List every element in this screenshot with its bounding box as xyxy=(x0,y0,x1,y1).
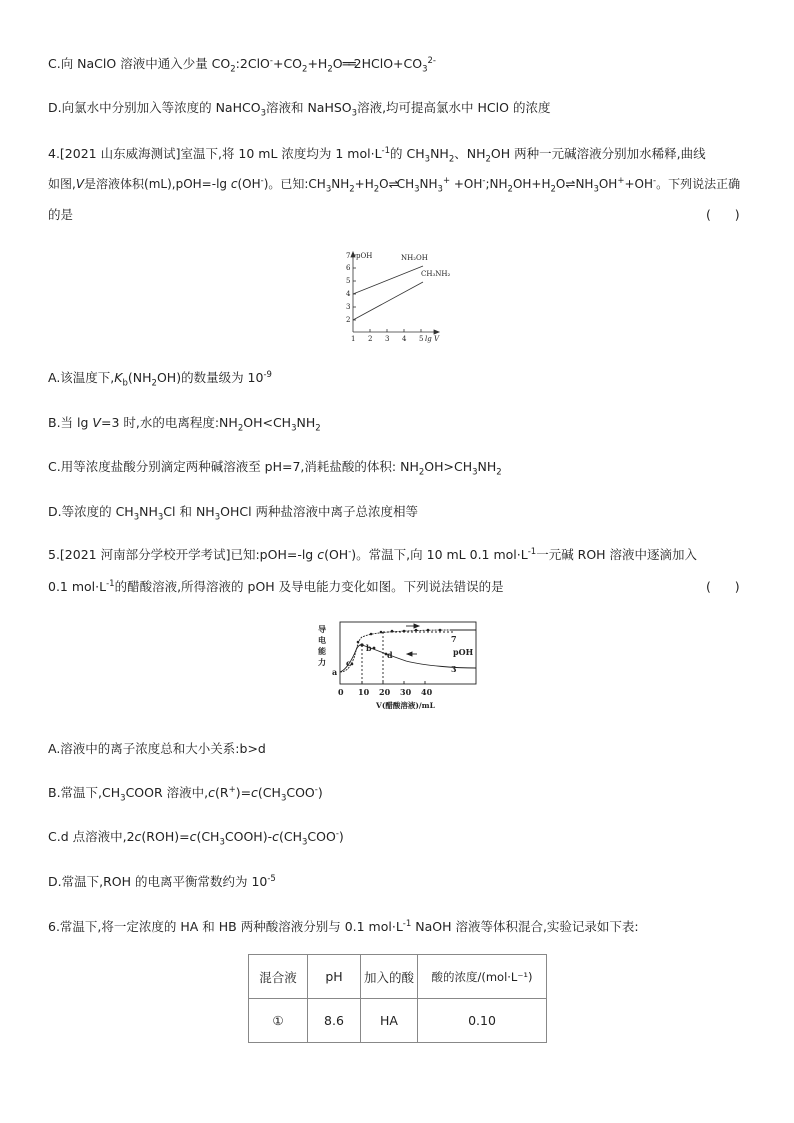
fig2-point-b: b xyxy=(366,643,372,653)
table-cell: 0.10 xyxy=(418,999,547,1043)
q5-figure xyxy=(316,618,486,714)
fig1-y-label: pOH xyxy=(356,252,373,260)
q5-option-c: C.d 点溶液中$,2c(ROH)=c(CH_3COOH)-c(CH_3COO^-)$ xyxy=(48,828,344,848)
table-header-cell: 加入的酸 xyxy=(361,955,418,999)
fig1-xtick: 3 xyxy=(385,335,390,343)
fig1-xtick: 2 xyxy=(368,335,373,343)
fig1-ytick: 5 xyxy=(346,277,351,285)
q6-stem: 6.常温下,将一定浓度的 HA 和 HB 两种酸溶液分别与 0.1 $mol\cdot L^{-1}$ NaOH 溶液等体积混合,实验记录如下表: xyxy=(48,918,639,934)
q4-option-b: B.当 lg V=3 时,水的电离程度$:NH_2OH<CH_3NH_2$ xyxy=(48,415,321,434)
table-row xyxy=(249,999,547,1043)
fig1-line-ch3nh2 xyxy=(353,282,423,320)
q4-stem-line1: 4.[2021 山东威海测试]室温下,将 10 mL 浓度均为 1 $mol\cdot L^{-1}$的 $CH_3NH_2$、$NH_2OH$ 两种一元碱溶液分别加水稀释,曲线 xyxy=(48,145,706,165)
q4-stem-line2: 如图,V是溶液体积(mL),pOH=-lg c(OH-)。已知$:CH_3NH_2+H_2O\rightleftharpoons CH_3NH_3^+$ $+OH^-;NH_2OH+H_2O\rightleftharpoons NH_3OH^++OH^-$。下列说法正确 xyxy=(48,176,741,195)
q5-stem-line2: 0.1 $mol\cdot L^{-1}$的醋酸溶液,所得溶液的 pOH 及导电能力变化如图。下列说法错误的是 xyxy=(48,578,504,594)
table-header-row xyxy=(249,955,547,999)
fig2-xtick: 20 xyxy=(379,687,391,697)
fig1-series-label-ch3nh2: CH₃NH₂ xyxy=(421,270,451,278)
fig1-xtick: 5 xyxy=(419,335,424,343)
fig1-ytick: 7 xyxy=(346,252,351,260)
fig1-xtick: 1 xyxy=(351,335,356,343)
q5-option-a: A.溶液中的离子浓度总和大小关系:b>d xyxy=(48,741,266,756)
q5-option-d: D.常温下,ROH 的电离平衡常数约为 $10^{-5}$ xyxy=(48,873,276,889)
fig1-ytick: 3 xyxy=(346,303,351,311)
fig2-xtick: 40 xyxy=(421,687,433,697)
fig1-line-nh2oh xyxy=(353,266,423,294)
fig1-x-label: lg V xyxy=(425,335,439,343)
table-cell: 8.6 xyxy=(308,999,361,1043)
fig2-y-label-2: 电 xyxy=(318,635,326,645)
q4-option-a: A.该温度下$,K_b(NH_2OH)$的数量级为 $10^{-9}$ xyxy=(48,369,272,389)
fig2-xtick: 10 xyxy=(358,687,370,697)
fig2-x-label: V(醋酸溶液)/mL xyxy=(376,701,435,710)
fig2-xtick: 30 xyxy=(400,687,412,697)
q4-figure xyxy=(337,250,451,345)
option-d-q3: D.向氯水中分别加入等浓度的 NaHCO$_3$溶液和 NaHSO$_3$溶液,均可提高氯水中 HClO 的浓度 xyxy=(48,100,551,119)
fig1-ytick: 2 xyxy=(346,316,351,324)
fig1-xtick: 4 xyxy=(402,335,407,343)
fig2-y-label-1: 导 xyxy=(318,624,326,634)
q6-table xyxy=(248,954,547,1043)
q5-stem-line1: 5.[2021 河南部分学校开学考试]已知:pOH=-lg c(OH-)。常温下,向 10 mL 0.1 $mol\cdot L^{-1}$一元碱 ROH 溶液中逐滴加入 xyxy=(48,546,698,562)
fig2-y-label-4: 力 xyxy=(318,657,326,667)
fig2-right-label: pOH xyxy=(453,647,474,657)
fig2-point-c: c xyxy=(346,658,351,668)
fig2-point-d: d xyxy=(387,650,393,660)
q4-option-c: C.用等浓度盐酸分别滴定两种碱溶液至 pH=7,消耗盐酸的体积: $NH_2OH>CH_3NH_2$ xyxy=(48,459,502,478)
table-header-cell: 酸的浓度/(mol·L⁻¹) xyxy=(418,955,547,999)
q5-option-b: B.常温下$,CH_3COOR$ 溶液中$,c(R^+)=c(CH_3COO^-)$ xyxy=(48,784,323,804)
table-cell: ① xyxy=(249,999,308,1043)
fig1-ytick: 6 xyxy=(346,264,351,272)
fig2-y-label-3: 能 xyxy=(318,646,326,656)
fig1-ytick: 4 xyxy=(346,290,351,298)
q4-answer-paren: ( ) xyxy=(706,207,740,222)
option-c-q3: C.向 NaClO 溶液中通入少量 $CO_2:2ClO^-+CO_2+H_2O══2HClO+CO_3^{2-}$ xyxy=(48,55,436,75)
table-header-cell: 混合液 xyxy=(249,955,308,999)
q5-answer-paren: ( ) xyxy=(706,579,740,594)
fig2-point-a: a xyxy=(332,667,338,677)
fig2-xtick: 0 xyxy=(338,687,344,697)
table-header-cell: pH xyxy=(308,955,361,999)
fig1-series-label-nh2oh: NH₂OH xyxy=(401,254,428,262)
q4-option-d: D.等浓度的 $CH_3NH_3Cl$ 和 $NH_3OHCl$ 两种盐溶液中离子总浓度相等 xyxy=(48,504,419,523)
fig2-right-tick-3: 3 xyxy=(451,664,457,674)
fig2-right-tick-7: 7 xyxy=(451,634,457,644)
q4-stem-line3: 的是 xyxy=(48,207,74,222)
table-cell: HA xyxy=(361,999,418,1043)
